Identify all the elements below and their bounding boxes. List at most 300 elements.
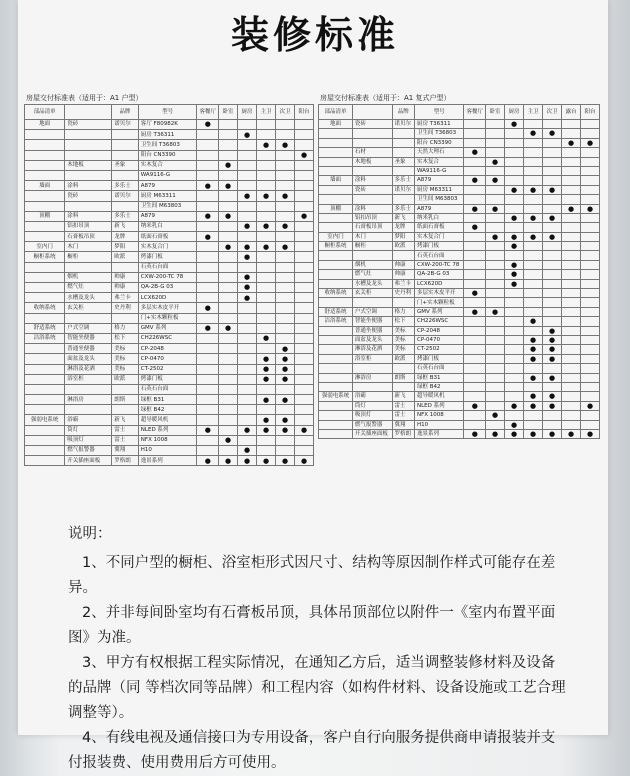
item-cell	[352, 195, 392, 204]
empty-cell	[581, 260, 600, 269]
model-cell: WA9116-G	[138, 170, 197, 180]
empty-cell	[505, 307, 524, 316]
empty-cell	[581, 120, 600, 129]
brand-cell: 圣象	[112, 160, 139, 170]
empty-cell	[486, 298, 505, 307]
model-cell: 纳米乳白	[414, 213, 464, 222]
model-cell: 阳台 CN3390	[138, 150, 197, 160]
empty-cell	[581, 326, 600, 335]
empty-cell	[238, 415, 257, 425]
empty-cell	[219, 221, 238, 231]
empty-cell	[581, 373, 600, 382]
empty-cell	[464, 120, 486, 129]
empty-cell	[276, 272, 295, 282]
empty-cell	[219, 272, 238, 282]
table-row	[25, 262, 314, 272]
included-dot-icon: ●	[197, 303, 219, 313]
model-cell: 烤漆门板	[414, 242, 464, 251]
empty-cell	[238, 211, 257, 221]
included-dot-icon: ●	[464, 429, 486, 438]
table-row	[319, 317, 600, 326]
included-dot-icon: ●	[543, 392, 562, 401]
empty-cell	[562, 289, 581, 298]
item-cell: 木门	[65, 242, 112, 252]
included-dot-icon: ●	[257, 456, 276, 466]
empty-cell	[543, 270, 562, 279]
model-cell: 烤漆门板	[138, 374, 197, 384]
empty-cell	[562, 326, 581, 335]
brand-cell: 美标	[112, 354, 139, 364]
included-dot-icon: ●	[257, 354, 276, 364]
item-cell: 户式空调	[65, 323, 112, 333]
empty-cell	[562, 260, 581, 269]
empty-cell	[524, 326, 543, 335]
included-dot-icon: ●	[295, 456, 314, 466]
empty-cell	[562, 129, 581, 138]
table-row	[319, 251, 600, 260]
model-cell: 实木复合门	[138, 242, 197, 252]
table-row	[319, 223, 600, 232]
empty-cell	[505, 373, 524, 382]
empty-cell	[581, 382, 600, 391]
empty-cell	[295, 140, 314, 150]
item-cell: 筒灯	[352, 401, 392, 410]
empty-cell	[295, 293, 314, 303]
item-cell: 涂料	[352, 176, 392, 185]
empty-cell	[238, 181, 257, 191]
included-dot-icon: ●	[257, 221, 276, 231]
empty-cell	[581, 270, 600, 279]
left-spec-panel	[24, 92, 314, 472]
empty-cell	[295, 272, 314, 282]
item-cell: 木地板	[352, 157, 392, 166]
empty-cell	[464, 392, 486, 401]
empty-cell	[295, 160, 314, 170]
empty-cell	[219, 313, 238, 323]
included-dot-icon: ●	[543, 129, 562, 138]
empty-cell	[276, 150, 295, 160]
empty-cell	[257, 130, 276, 140]
table-row	[319, 289, 600, 298]
item-cell: 铝扣吊顶	[65, 221, 112, 231]
empty-cell	[295, 323, 314, 333]
table-row	[319, 138, 600, 147]
brand-cell: 雷士	[392, 401, 414, 410]
brand-cell	[112, 170, 139, 180]
model-cell: 纸面石膏板	[414, 223, 464, 232]
empty-cell	[238, 120, 257, 130]
empty-cell	[197, 354, 219, 364]
brand-cell: 欧派	[112, 252, 139, 262]
included-dot-icon: ●	[238, 425, 257, 435]
table-row	[25, 446, 314, 456]
brand-cell: 欧派	[392, 242, 414, 251]
category-cell	[25, 283, 65, 293]
included-dot-icon: ●	[524, 129, 543, 138]
category-cell	[319, 345, 353, 354]
empty-cell	[524, 420, 543, 429]
empty-cell	[581, 411, 600, 420]
item-cell: 涂料	[352, 204, 392, 213]
brand-cell: 冀翔	[112, 446, 139, 456]
model-cell: 卫生间 M63803	[414, 195, 464, 204]
empty-cell	[505, 335, 524, 344]
item-cell: 木门	[352, 232, 392, 241]
empty-cell	[276, 333, 295, 343]
empty-cell	[581, 157, 600, 166]
brand-cell	[112, 313, 139, 323]
table-row	[25, 252, 314, 262]
item-cell: 水槽及龙头	[352, 279, 392, 288]
brand-cell: 帅康	[392, 270, 414, 279]
brand-cell: 龙牌	[392, 223, 414, 232]
empty-cell	[524, 120, 543, 129]
table-row	[25, 170, 314, 180]
empty-cell	[581, 335, 600, 344]
empty-cell	[257, 293, 276, 303]
item-cell: 开关插座面板	[352, 429, 392, 438]
empty-cell	[238, 150, 257, 160]
category-cell: 舒适系统	[25, 323, 65, 333]
empty-cell	[464, 195, 486, 204]
empty-cell	[524, 279, 543, 288]
empty-cell	[524, 195, 543, 204]
brand-cell: 史丹利	[392, 289, 414, 298]
empty-cell	[486, 138, 505, 147]
empty-cell	[464, 364, 486, 373]
category-cell	[25, 405, 65, 415]
model-cell: CP-0470	[414, 335, 464, 344]
model-cell: LCX620D	[414, 279, 464, 288]
brand-cell	[112, 140, 139, 150]
model-cell: QA-2B-G 03	[138, 283, 197, 293]
model-cell: 门+实木颗粒板	[138, 313, 197, 323]
empty-cell	[505, 345, 524, 354]
empty-cell	[543, 364, 562, 373]
empty-cell	[486, 317, 505, 326]
table-row	[25, 191, 314, 201]
category-cell	[25, 446, 65, 456]
included-dot-icon: ●	[543, 232, 562, 241]
right-table-caption: 房屋交付标准表（适用于：A1 复式户型）	[320, 94, 451, 102]
brand-cell: 多乐士	[112, 181, 139, 191]
table-row	[319, 270, 600, 279]
empty-cell	[581, 354, 600, 363]
category-cell	[25, 140, 65, 150]
empty-cell	[295, 384, 314, 394]
empty-cell	[524, 204, 543, 213]
included-dot-icon: ●	[197, 232, 219, 242]
empty-cell	[562, 382, 581, 391]
table-row	[25, 333, 314, 343]
included-dot-icon: ●	[543, 401, 562, 410]
empty-cell	[276, 120, 295, 130]
empty-cell	[581, 317, 600, 326]
empty-cell	[197, 384, 219, 394]
included-dot-icon: ●	[486, 429, 505, 438]
empty-cell	[543, 251, 562, 260]
table-row	[25, 120, 314, 130]
included-dot-icon: ●	[197, 211, 219, 221]
brand-cell: 美标	[112, 344, 139, 354]
empty-cell	[464, 354, 486, 363]
category-cell	[319, 223, 353, 232]
empty-cell	[238, 262, 257, 272]
brand-cell: 梦阳	[112, 242, 139, 252]
empty-cell	[581, 307, 600, 316]
empty-cell	[238, 201, 257, 211]
included-dot-icon: ●	[197, 181, 219, 191]
table-row	[25, 283, 314, 293]
right-spec-table	[318, 104, 600, 439]
model-cell: GMV 系列	[414, 307, 464, 316]
brand-cell: 松下	[112, 333, 139, 343]
empty-cell	[295, 344, 314, 354]
brand-cell	[392, 166, 414, 175]
right-spec-panel	[318, 92, 600, 472]
empty-cell	[238, 170, 257, 180]
category-cell: 橱柜系统	[25, 252, 65, 262]
empty-cell	[257, 384, 276, 394]
brand-cell: 朗斯	[392, 373, 414, 382]
included-dot-icon: ●	[219, 181, 238, 191]
empty-cell	[295, 191, 314, 201]
empty-cell	[543, 204, 562, 213]
model-cell: NLED 系列	[414, 401, 464, 410]
empty-cell	[543, 166, 562, 175]
empty-cell	[276, 283, 295, 293]
empty-cell	[197, 130, 219, 140]
category-cell	[25, 456, 65, 466]
empty-cell	[219, 283, 238, 293]
brand-cell: 新飞	[392, 213, 414, 222]
empty-cell	[581, 176, 600, 185]
table-header-cell: 部品清单	[25, 105, 65, 120]
empty-cell	[524, 382, 543, 391]
empty-cell	[486, 420, 505, 429]
included-dot-icon: ●	[562, 138, 581, 147]
category-cell	[25, 293, 65, 303]
empty-cell	[219, 415, 238, 425]
empty-cell	[486, 260, 505, 269]
category-cell	[319, 185, 353, 194]
empty-cell	[219, 252, 238, 262]
empty-cell	[295, 446, 314, 456]
included-dot-icon: ●	[543, 345, 562, 354]
empty-cell	[505, 326, 524, 335]
empty-cell	[238, 313, 257, 323]
empty-cell	[486, 382, 505, 391]
empty-cell	[562, 148, 581, 157]
empty-cell	[543, 307, 562, 316]
brand-cell: 诺贝尔	[392, 185, 414, 194]
category-cell: 收纳系统	[319, 289, 353, 298]
empty-cell	[276, 252, 295, 262]
empty-cell	[219, 354, 238, 364]
brand-cell: 冀翔	[392, 420, 414, 429]
included-dot-icon: ●	[295, 150, 314, 160]
empty-cell	[505, 166, 524, 175]
item-cell: 玄关柜	[65, 303, 112, 313]
category-cell	[25, 313, 65, 323]
table-row	[319, 195, 600, 204]
item-cell: 开关插座面板	[65, 456, 112, 466]
empty-cell	[464, 138, 486, 147]
category-cell	[25, 344, 65, 354]
brand-cell: 美标	[392, 345, 414, 354]
empty-cell	[219, 333, 238, 343]
model-cell: 烤漆门板	[414, 354, 464, 363]
empty-cell	[197, 435, 219, 445]
empty-cell	[464, 373, 486, 382]
empty-cell	[295, 252, 314, 262]
empty-cell	[464, 251, 486, 260]
empty-cell	[505, 204, 524, 213]
brand-cell: 新飞	[112, 415, 139, 425]
empty-cell	[486, 120, 505, 129]
brand-cell: 梦阳	[392, 232, 414, 241]
included-dot-icon: ●	[276, 191, 295, 201]
item-cell: 浴室柜	[65, 374, 112, 384]
empty-cell	[524, 148, 543, 157]
empty-cell	[464, 260, 486, 269]
empty-cell	[543, 148, 562, 157]
empty-cell	[238, 344, 257, 354]
item-cell	[65, 201, 112, 211]
note-item-1: 1、不同户型的橱柜、浴室柜形式因尺寸、结构等原因制作样式可能存在差异。	[68, 555, 556, 596]
item-cell: 石材	[352, 148, 392, 157]
empty-cell	[505, 157, 524, 166]
empty-cell	[257, 272, 276, 282]
table-header-cell: 阳台	[581, 105, 600, 120]
empty-cell	[464, 279, 486, 288]
table-row	[319, 326, 600, 335]
model-cell: 烤漆门板	[138, 252, 197, 262]
included-dot-icon: ●	[543, 429, 562, 438]
category-cell	[319, 260, 353, 269]
model-cell: A879	[138, 211, 197, 221]
table-header-cell: 露台	[562, 105, 581, 120]
model-cell: 卫生间 M63803	[138, 201, 197, 211]
category-cell	[25, 160, 65, 170]
table-row	[25, 374, 314, 384]
empty-cell	[276, 201, 295, 211]
empty-cell	[505, 195, 524, 204]
model-cell: H10	[414, 420, 464, 429]
item-cell: 烟机	[65, 272, 112, 282]
brand-cell: 美标	[392, 326, 414, 335]
category-cell	[319, 157, 353, 166]
empty-cell	[562, 270, 581, 279]
empty-cell	[524, 223, 543, 232]
table-row	[25, 405, 314, 415]
model-cell: 石英石台面	[138, 384, 197, 394]
empty-cell	[486, 279, 505, 288]
category-cell: 舒适系统	[319, 307, 353, 316]
empty-cell	[257, 252, 276, 262]
included-dot-icon: ●	[276, 242, 295, 252]
model-cell: 实木复合门	[414, 232, 464, 241]
empty-cell	[486, 223, 505, 232]
empty-cell	[543, 260, 562, 269]
category-cell	[319, 326, 353, 335]
empty-cell	[464, 420, 486, 429]
brand-cell: 多乐士	[392, 176, 414, 185]
brand-cell	[392, 195, 414, 204]
empty-cell	[562, 232, 581, 241]
notes-heading: 说明：	[68, 526, 112, 542]
included-dot-icon: ●	[238, 221, 257, 231]
empty-cell	[257, 405, 276, 415]
model-cell: 阳台 CN3390	[414, 138, 464, 147]
category-cell	[319, 382, 353, 391]
table-row	[319, 157, 600, 166]
model-cell: NFX 1008	[138, 435, 197, 445]
model-cell: WA9116-G	[414, 166, 464, 175]
empty-cell	[276, 293, 295, 303]
category-cell	[25, 364, 65, 374]
model-cell: A879	[414, 176, 464, 185]
empty-cell	[295, 181, 314, 191]
included-dot-icon: ●	[238, 191, 257, 201]
table-row	[319, 204, 600, 213]
included-dot-icon: ●	[505, 232, 524, 241]
model-cell: A879	[414, 204, 464, 213]
item-cell	[352, 129, 392, 138]
empty-cell	[219, 384, 238, 394]
included-dot-icon: ●	[524, 317, 543, 326]
included-dot-icon: ●	[486, 411, 505, 420]
included-dot-icon: ●	[505, 279, 524, 288]
empty-cell	[562, 185, 581, 194]
table-row	[25, 364, 314, 374]
category-cell	[319, 138, 353, 147]
item-cell	[65, 170, 112, 180]
empty-cell	[505, 129, 524, 138]
included-dot-icon: ●	[464, 307, 486, 316]
note-item-4: 4、有线电视及通信接口为专用设备，客户自行向服务提供商申请报装并支付报装费、使用费用后方可使用。	[68, 730, 556, 771]
empty-cell	[257, 435, 276, 445]
empty-cell	[543, 382, 562, 391]
empty-cell	[238, 333, 257, 343]
empty-cell	[562, 251, 581, 260]
table-row	[25, 435, 314, 445]
item-cell: 普通坐便器	[65, 344, 112, 354]
table-row	[319, 213, 600, 222]
brand-cell	[112, 201, 139, 211]
category-cell	[319, 251, 353, 260]
empty-cell	[486, 401, 505, 410]
included-dot-icon: ●	[581, 429, 600, 438]
table-row	[319, 373, 600, 382]
empty-cell	[219, 405, 238, 415]
empty-cell	[197, 395, 219, 405]
empty-cell	[543, 411, 562, 420]
empty-cell	[295, 405, 314, 415]
included-dot-icon: ●	[257, 374, 276, 384]
item-cell: 橱柜	[65, 252, 112, 262]
model-cell: 多层实木皮平开	[414, 289, 464, 298]
table-header-cell: 厨房	[238, 105, 257, 120]
model-cell: QA-2B-G 03	[414, 270, 464, 279]
empty-cell	[562, 345, 581, 354]
empty-cell	[562, 120, 581, 129]
brand-cell	[392, 251, 414, 260]
item-cell: 浴室柜	[352, 354, 392, 363]
brand-cell	[392, 364, 414, 373]
included-dot-icon: ●	[238, 130, 257, 140]
item-cell: 瓷砖	[65, 191, 112, 201]
